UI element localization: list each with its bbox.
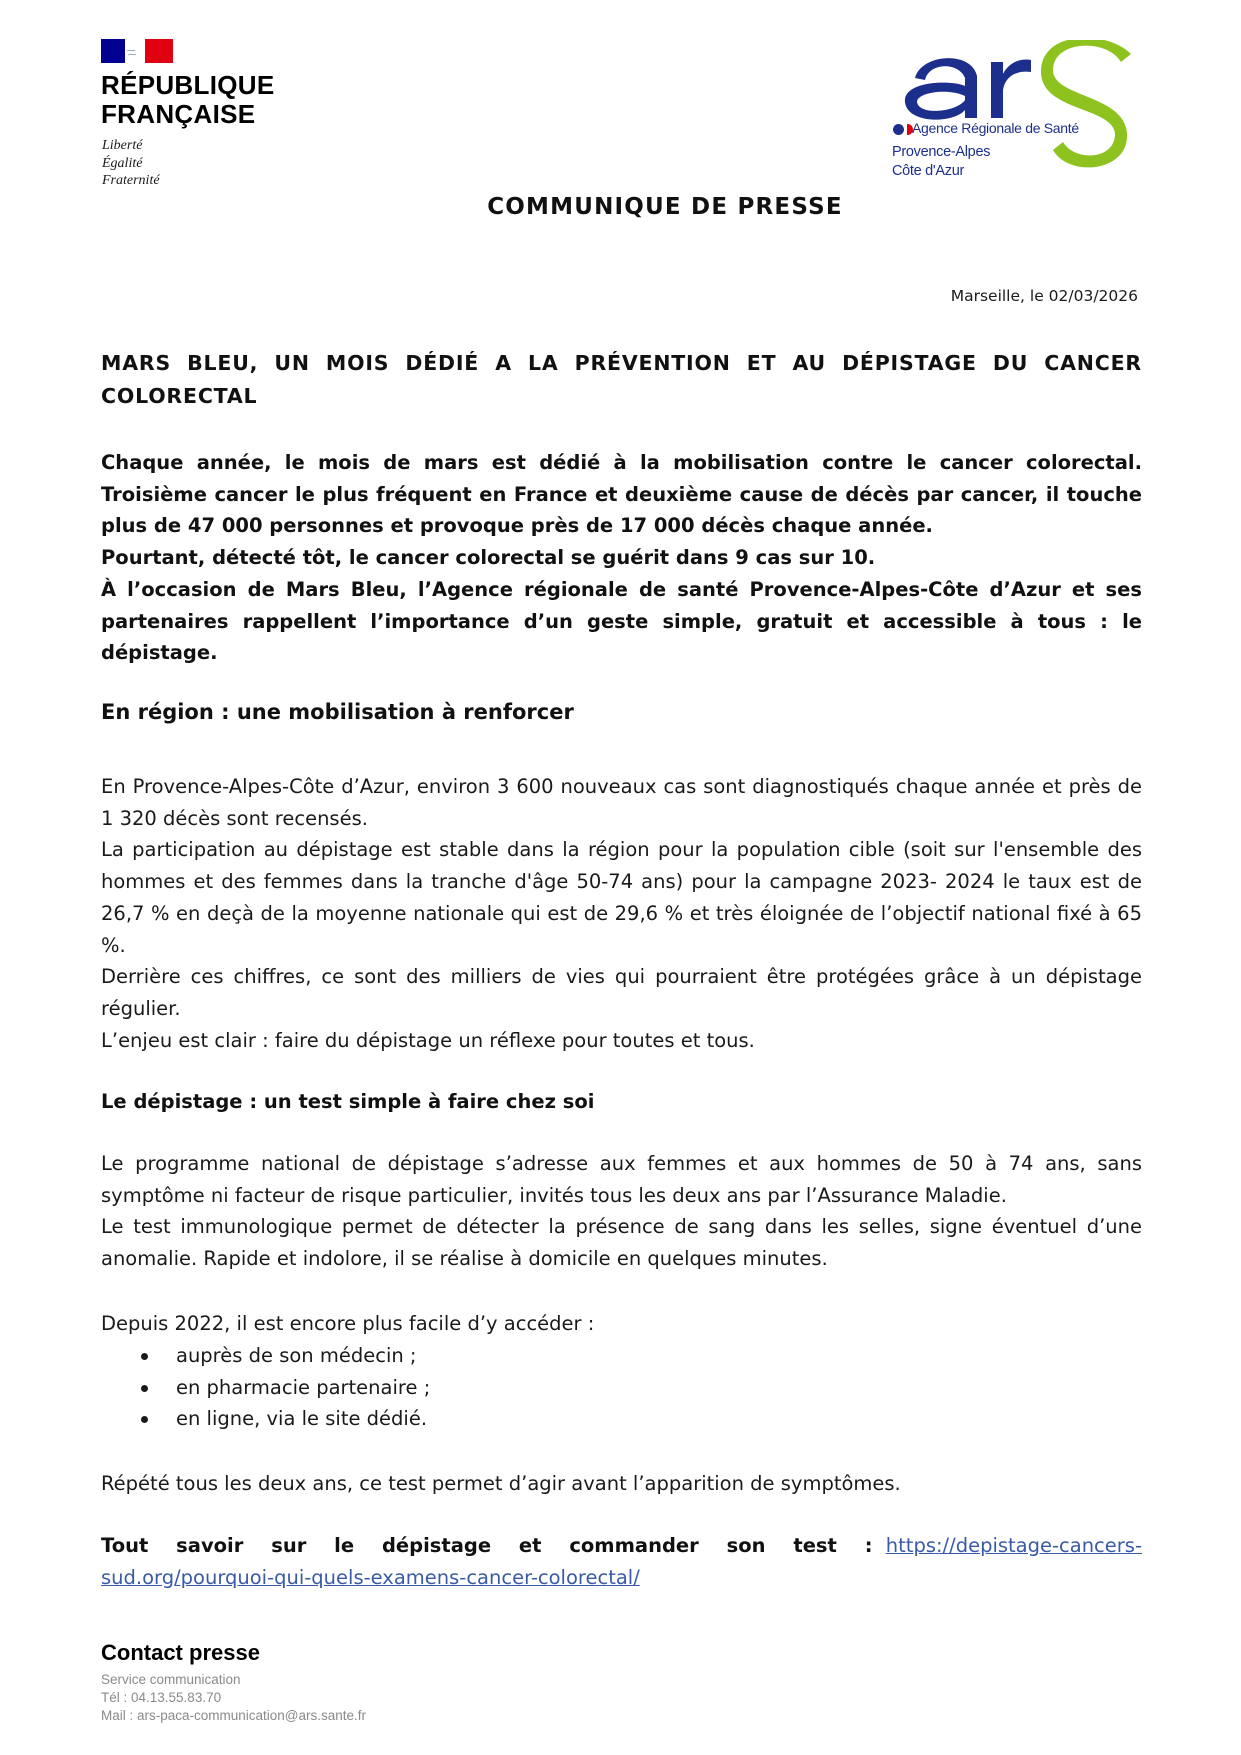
access-list [101,1340,430,1435]
list-item-text: auprès de son médecin ; [176,1344,417,1367]
document-type-title: COMMUNIQUE DE PRESSE [487,194,843,220]
lead-line-3: À l’occasion de Mars Bleu, l’Agence régionale de santé Provence-Alpes-Côte d’Azur et ses partenaires rappellent l’importance d’un geste simple, gratuit et accessible à tous : le dépistage. [101,577,1142,665]
paragraph: L’enjeu est clair : faire du dépistage un réflexe pour toutes et tous. [101,1028,755,1052]
rf-name-line1: RÉPUBLIQUE [101,70,275,100]
list-item [101,1340,430,1372]
paragraph: En Provence-Alpes-Côte d’Azur, environ 3 600 nouveaux cas sont diagnostiqués chaque année et près de 1 320 décès sont recensés. [101,775,1142,830]
depistage-link[interactable]: https://depistage-cancers-sud.org/pourquoi-qui-quels-examens-cancer-colorectal/ [101,1534,1142,1589]
bullet-icon [141,1353,148,1360]
contact-title: Contact presse [101,1640,260,1665]
motto-liberte: Liberté [102,138,143,153]
contact-phone: Tél : 04.13.55.83.70 [101,1690,222,1705]
lead-line-2: Pourtant, détecté tôt, le cancer colorectal se guérit dans 9 cas sur 10. [101,546,876,570]
ars-region [892,143,990,181]
list-item-text: en ligne, via le site dédié. [176,1407,428,1431]
marianne-icon [125,39,145,63]
section-depistage-body [101,1148,1142,1275]
call-to-action [101,1530,1142,1593]
date-line: Marseille, le 02/03/2026 [950,287,1138,305]
paragraph: Le test immunologique permet de détecter la présence de sang dans les selles, signe éventuel d’une anomalie. Rapide et indolore, il se réalise à domicile en quelques minutes. [101,1215,1142,1271]
access-intro: Depuis 2022, il est encore plus facile d’y accéder : [101,1312,595,1335]
headline: MARS BLEU, UN MOIS DÉDIÉ A LA PRÉVENTION ET AU DÉPISTAGE DU CANCER COLORECTAL [101,351,1142,408]
republique-francaise-wordmark [101,71,274,129]
bullet-icon [141,1385,148,1392]
motto-fraternite: Fraternité [102,173,160,188]
section-title-region: En région : une mobilisation à renforcer [101,700,574,724]
paragraph: La participation au dépistage est stable dans la région pour la population cible (soit sur l'ensemble des hommes et des femmes dans la tranche d'âge 50-74 ans) pour la campagne 2023- 2024 le taux est de 26,7 % en deçà de la moyenne nationale qui est de 29,6 % et très éloignée de l’objectif national fixé à 65 %. [101,838,1142,957]
ars-region-line1: Provence-Alpes [892,144,991,160]
paragraph: Derrière ces chiffres, ce sont des milliers de vies qui pourraient être protégées grâce à un dépistage régulier. [101,965,1142,1020]
rf-name-line2: FRANÇAISE [101,99,256,129]
list-item [101,1372,430,1404]
lead-line-1: Chaque année, le mois de mars est dédié à la mobilisation contre le cancer colorectal. Troisième cancer le plus fréquent en France et deuxième cause de décès par cancer, il touche plus de 47 000 personnes et provoque près de 17 000 décès chaque année. [101,451,1142,538]
list-item-text: en pharmacie partenaire ; [176,1375,431,1399]
section-region-body [101,771,1142,1056]
ars-region-line2: Côte d'Azur [892,163,965,179]
closing-sentence: Répété tous les deux ans, ce test permet d’agir avant l’apparition de symptômes. [101,1472,901,1495]
ars-agency-name: Agence Régionale de Santé [912,120,1079,136]
motto-egalite: Égalité [102,155,143,171]
rf-motto [102,137,160,190]
section-title-depistage: Le dépistage : un test simple à faire chez soi [101,1090,595,1113]
cta-label: Tout savoir sur le dépistage et commander son test : [101,1534,873,1557]
republique-francaise-flag-logo [101,39,173,63]
list-item [101,1403,430,1435]
bullet-icon [141,1416,148,1423]
paragraph: Le programme national de dépistage s’adresse aux femmes et aux hommes de 50 à 74 ans, sans symptôme ni facteur de risque particulier, invités tous les deux ans par l’Assurance Maladie. [101,1152,1142,1207]
ars-dots-icon [893,124,913,135]
contact-details [101,1671,366,1725]
contact-service: Service communication [101,1672,241,1687]
lead-paragraph [101,447,1142,669]
contact-mail[interactable]: Mail : ars-paca-communication@ars.sante.fr [101,1708,367,1723]
